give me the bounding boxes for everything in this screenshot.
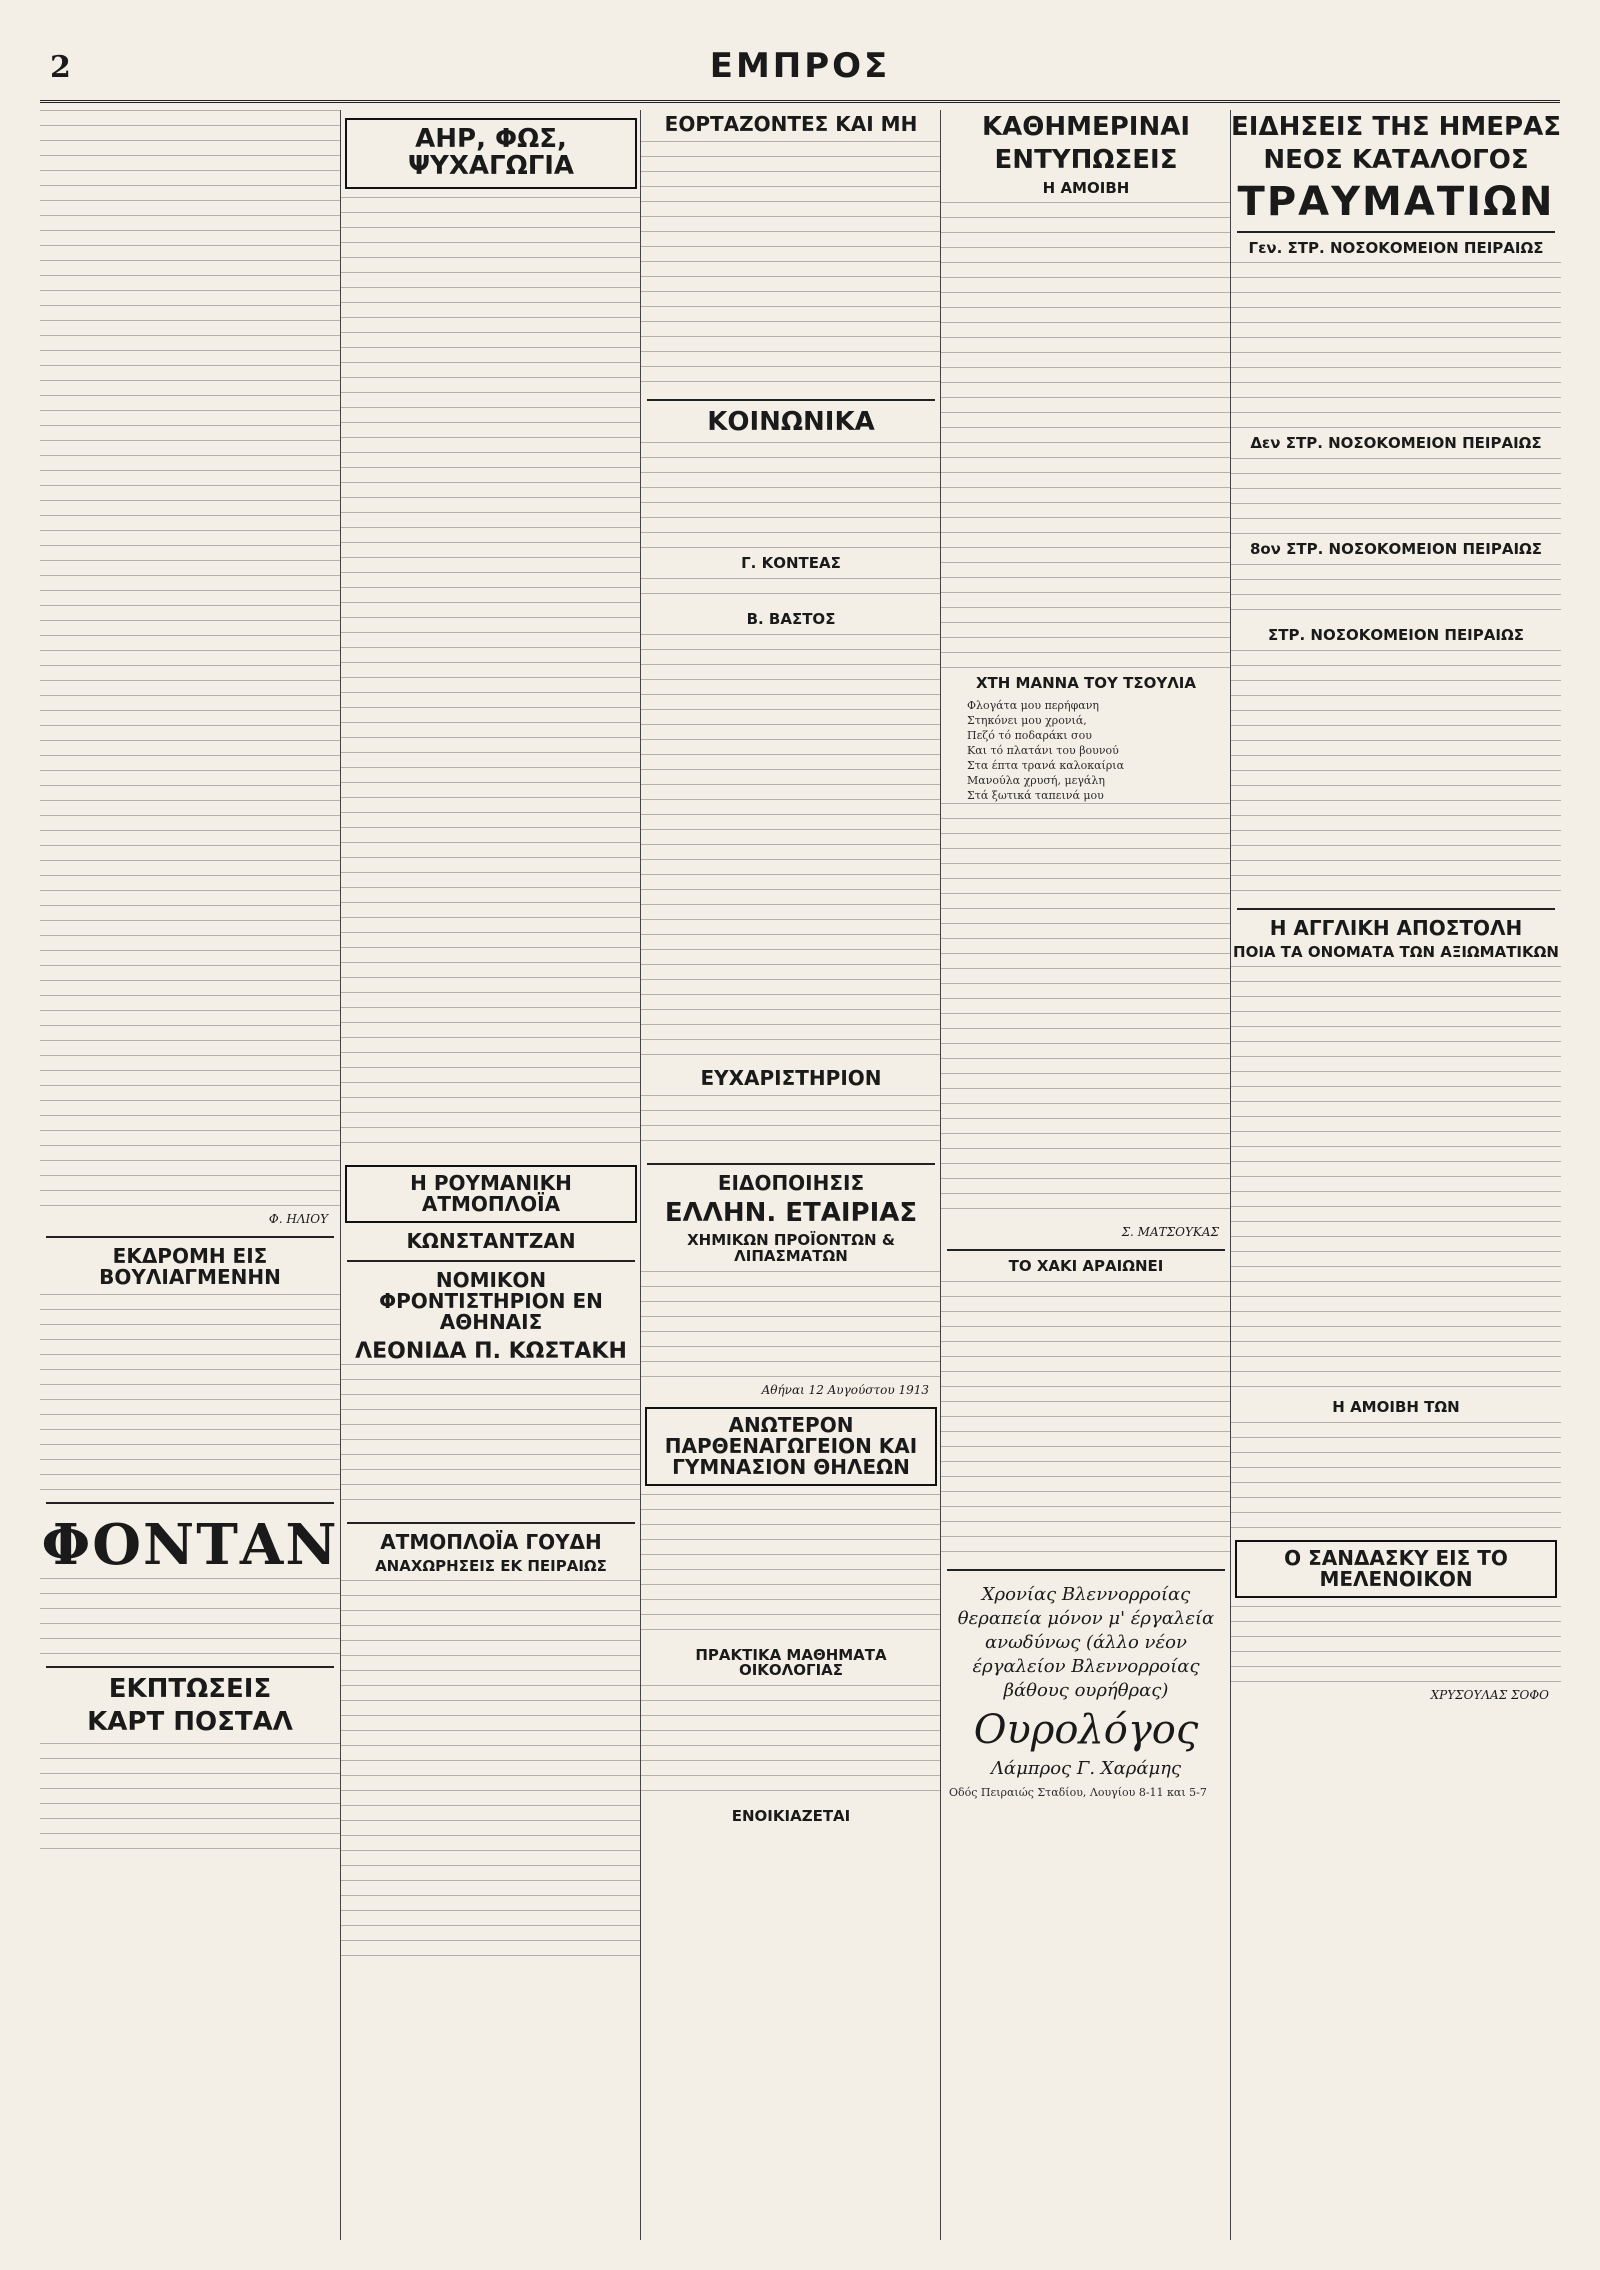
romanian-line-heading: Η ΡΟΥΜΑΝΙΚΗ ΑΤΜΟΠΛΟΪΑ (345, 1165, 637, 1223)
trip-text (40, 1294, 340, 1494)
konstantza-ad: ΚΩΝΣΤΑΝΤΖΑΝ (406, 1228, 576, 1253)
fontan-text (40, 1578, 340, 1658)
goudi-line-heading: ΑΤΜΟΠΛΟΪΑ ΓΟΥΔΗ (380, 1529, 602, 1554)
divider (347, 1522, 635, 1524)
poem-line: Φλογάτα μου περήφανη (967, 699, 1099, 713)
wounded-list (1231, 650, 1561, 900)
mission-subheading: ΠΟΙΑ ΤΑ ΟΝΟΜΑΤΑ ΤΩΝ ΑΞΙΩΜΑΤΙΚΩΝ (1233, 942, 1559, 961)
column-2 (340, 110, 641, 2240)
column-3 (640, 110, 941, 2240)
daily-heading: ΚΑΘΗΜΕΡΙΝΑΙ (981, 112, 1191, 142)
poem-line: Μανούλα χρυσή, μεγάλη (967, 774, 1105, 788)
hospital-heading: 8ον ΣΤΡ. ΝΟΣΟΚΟΜΕΙΟΝ ΠΕΙΡΑΙΩΣ (1249, 540, 1543, 559)
divider (347, 1260, 635, 1262)
poem-signature: Σ. ΜΑΤΣΟΥΚΑΣ (1121, 1225, 1219, 1240)
urologist-address: Οδός Πειραιώς Σταδίου, Λουγίου 8-11 και 5-7 (949, 1785, 1207, 1799)
divider (947, 1249, 1225, 1251)
reward-subheading: Η ΑΜΟΙΒΗ ΤΩΝ (1332, 1398, 1460, 1417)
divider (647, 399, 935, 401)
reward-text (1231, 1422, 1561, 1532)
sandasky-heading: Ο ΣΑΝΔΑΣΚΥ ΕΙΣ ΤΟ ΜΕΛΕΝΟΙΚΟΝ (1235, 1540, 1557, 1598)
kostaki-name: ΛΕΟΝΙΔΑ Π. ΚΩΣΤΑΚΗ (355, 1338, 627, 1364)
social-text (641, 634, 941, 1064)
divider (46, 1236, 334, 1238)
law-school-text (341, 1364, 641, 1514)
school-text (641, 1494, 941, 1644)
company-subheading: ΧΗΜΙΚΩΝ ΠΡΟΪΟΝΤΩΝ & ΛΙΠΑΣΜΑΤΩΝ (687, 1231, 895, 1265)
rent-heading: ΕΝΟΙΚΙΑΖΕΤΑΙ (731, 1807, 851, 1826)
article-text (341, 197, 641, 1157)
discounts-heading: ΕΚΠΤΩΣΕΙΣ (108, 1674, 272, 1704)
divider (1237, 908, 1555, 910)
company-heading: ΕΛΛΗΝ. ΕΤΑΙΡΙΑΣ (664, 1197, 918, 1228)
wounded-list (1231, 458, 1561, 538)
khaki-text (941, 1281, 1231, 1561)
catalog-heading: ΝΕΟΣ ΚΑΤΑΛΟΓΟΣ (1263, 145, 1529, 176)
reward-subheading: Η ΑΜΟΙΒΗ (1042, 178, 1130, 197)
urology-ad-text: Χρονίας Βλεννορροίας θεραπεία μόνον μ' έργαλεία ανωδύνως (άλλο νέον έργαλείον Βλεννορροίας βάθους ουρήθρας) (957, 1583, 1215, 1701)
thanks-text (641, 1095, 941, 1155)
hospital-heading: Γεν. ΣΤΡ. ΝΟΣΟΚΟΜΕΙΟΝ ΠΕΙΡΑΙΩΣ (1248, 238, 1544, 257)
notices-heading: ΕΙΔΟΠΟΙΗΣΙΣ (717, 1170, 865, 1195)
departures-heading: ΑΝΑΧΩΡΗΣΕΙΣ ΕΚ ΠΕΙΡΑΙΩΣ (375, 1556, 607, 1575)
divider (46, 1502, 334, 1504)
social-text (641, 442, 941, 552)
poem (941, 698, 1231, 803)
urologist-name: Λάμπρος Γ. Χαράμης (990, 1757, 1182, 1779)
manna-subheading: ΧΤΗ ΜΑΝΝΑ ΤΟΥ ΤΣΟΥΛΙΑ (975, 674, 1196, 693)
masthead (40, 40, 1560, 103)
notice-text (641, 1271, 941, 1381)
departures-text (341, 1580, 641, 1960)
column-5 (1230, 110, 1561, 2240)
law-school-heading: ΝΟΜΙΚΟΝ ΦΡΟΝΤΙΣΤΗΡΙΟΝ ΕΝ ΑΘΗΝΑΙΣ (379, 1267, 603, 1334)
divider (46, 1666, 334, 1668)
lessons-heading: ΠΡΑΚΤΙΚΑ ΜΑΘΗΜΑΤΑ ΟΙΚΟΛΟΓΙΑΣ (695, 1645, 887, 1680)
divider (947, 1569, 1225, 1571)
postcard-text (40, 1743, 340, 1863)
wounded-list (1231, 564, 1561, 624)
notice-date: Αθήναι 12 Αυγούστου 1913 (761, 1382, 929, 1397)
poem-line: Στηκόνει μου χρονιά, (967, 714, 1087, 728)
impressions-heading: ΕΝΤΥΠΩΣΕΙΣ (994, 145, 1178, 176)
newspaper-title: ΕΜΠΡΟΣ (709, 46, 891, 86)
news-heading: ΕΙΔΗΣΕΙΣ ΤΗΣ ΗΜΕΡΑΣ (1231, 112, 1561, 142)
page-signature: ΧΡΥΣΟΥΛΑΣ ΣΟΦΟ (1430, 1688, 1549, 1703)
reward-text (941, 202, 1231, 672)
divider (1237, 231, 1555, 233)
thanks-heading: ΕΥΧΑΡΙΣΤΗΡΙΟΝ (700, 1065, 882, 1090)
article-text (40, 110, 340, 1210)
sandasky-text (1231, 1606, 1561, 1686)
wounded-heading: ΤΡΑΥΜΑΤΙΩΝ (1237, 178, 1555, 225)
wounded-list (1231, 262, 1561, 432)
doctor-bastos: Β. ΒΑΣΤΟΣ (746, 610, 836, 629)
hospital-heading: Δεν ΣΤΡ. ΝΟΣΟΚΟΜΕΙΟΝ ΠΕΙΡΑΙΩΣ (1250, 434, 1542, 453)
article-signature: Φ. ΗΛΙΟΥ (268, 1212, 328, 1226)
social-text (641, 578, 941, 608)
celebrations-text (641, 141, 941, 391)
postcard-heading: ΚΑΡΤ ΠΟΣΤΑΛ (87, 1707, 293, 1738)
social-heading: ΚΟΙΝΩΝΙΚΑ (707, 407, 875, 437)
page-number: 2 (50, 50, 71, 85)
lessons-text (641, 1685, 941, 1805)
poem-text (941, 803, 1231, 1223)
school-heading: ΑΝΩΤΕΡΟΝ ΠΑΡΘΕΝΑΓΩΓΕΙΟΝ ΚΑΙ ΓΥΜΝΑΣΙΟΝ ΘΗΛΕΩΝ (645, 1407, 937, 1486)
poem-line: Στά ξωτικά ταπεινά μου (967, 789, 1104, 803)
column-1 (40, 110, 340, 2240)
doctor-konteas: Γ. ΚΟΝΤΕΑΣ (741, 554, 841, 573)
trip-heading: ΕΚΔΡΟΜΗ ΕΙΣ ΒΟΥΛΙΑΓΜΕΝΗΝ (99, 1244, 281, 1289)
poem-line: Στα έπτα τρανά καλοκαίρια (967, 759, 1125, 773)
divider (647, 1163, 935, 1165)
mission-text (1231, 966, 1561, 1396)
air-light-heading: ΑΗΡ, ΦΩΣ, ΨΥΧΑΓΩΓΙΑ (345, 118, 637, 189)
celebrations-heading: ΕΟΡΤΑΖΟΝΤΕΣ ΚΑΙ ΜΗ (664, 112, 918, 136)
hospital-heading: ΣΤΡ. ΝΟΣΟΚΟΜΕΙΟΝ ΠΕΙΡΑΙΩΣ (1268, 625, 1524, 644)
column-4 (940, 110, 1231, 2240)
urologist-title: Ουρολόγος (973, 1706, 1199, 1753)
poem-line: Πεζό τό ποδαράκι σου (967, 729, 1092, 743)
poem-line: Και τό πλατάνι του βουνού (967, 744, 1119, 758)
khaki-subheading: ΤΟ ΧΑΚΙ ΑΡΑΙΩΝΕΙ (1008, 1257, 1164, 1276)
mission-heading: Η ΑΓΓΛΙΚΗ ΑΠΟΣΤΟΛΗ (1269, 915, 1523, 940)
fontan-ad: ΦΟΝΤΑΝ (41, 1512, 339, 1578)
